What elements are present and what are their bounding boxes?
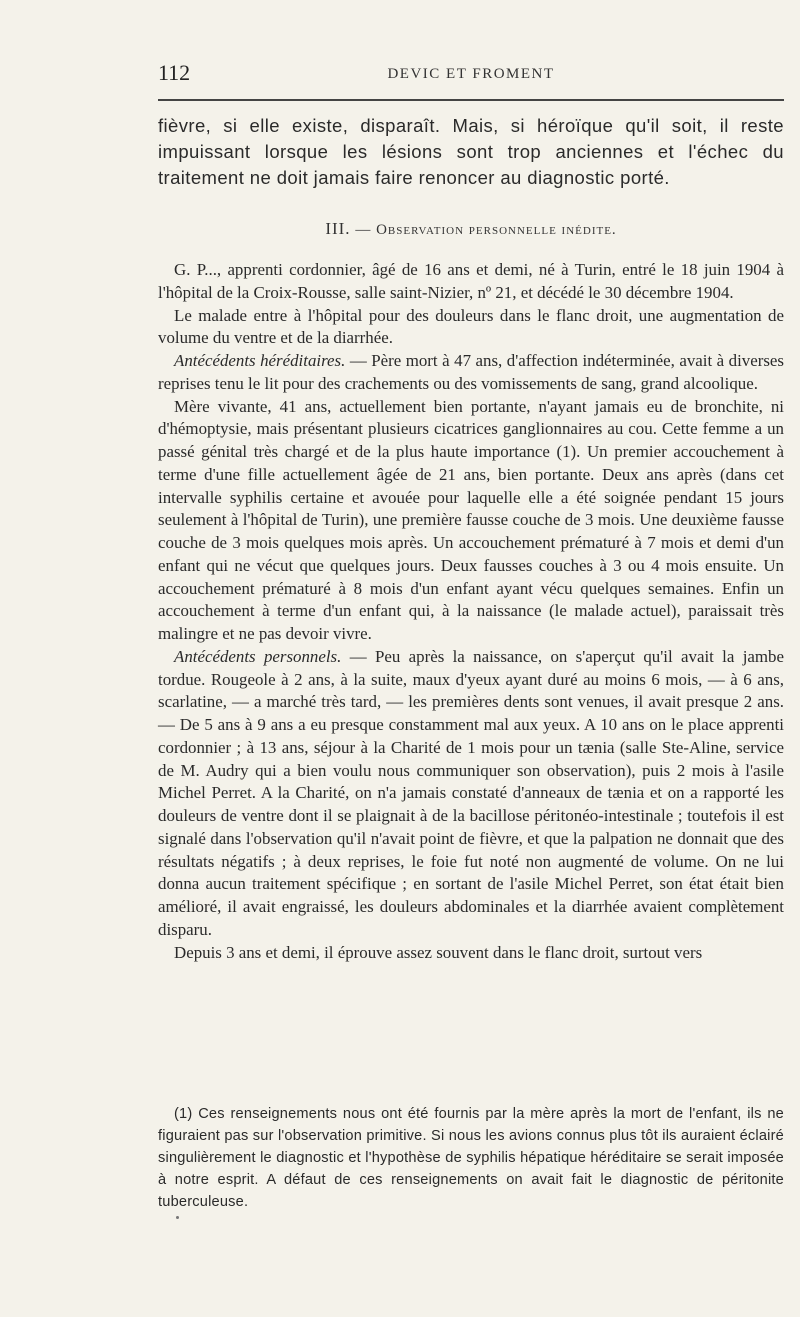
page-number: 112 — [158, 60, 191, 85]
section-title: Observation personnelle inédite. — [376, 222, 617, 238]
page-header — [158, 60, 784, 90]
body-text — [158, 113, 784, 964]
personal-text: — Peu après la naissance, on s'aperçut qu'il avait la jambe tordue. Rougeole à 2 ans, à la suite, maux d'yeux ayant duré au moins 6 mois, — à 6 ans, scarlatine, — a marché très tard, — les premières dents sont venues, il avait presque 2 ans. — De 5 ans à 9 ans a eu presque constamment mal aux yeux. A 10 ans on le place apprenti cordonnier ; à 13 ans, séjour à la Charité de 1 mois pour un tænia (salle Ste-Aline, service de M. Audry qui a bien voulu nous communiquer son observation), puis 2 mois à l'asile Michel Perret. A la Charité, on n'a jamais constaté d'anneaux de tænia et on a rapporté les douleurs de ventre dont il se plaignait à de la bacillose péritonéo-intestinale ; toutefois il est signalé dans l'observation qu'il n'avait point de fièvre, et que la palpation ne donnait que des résultats négatifs ; à deux reprises, le foie fut noté non augmenté de volume. On ne lui donna aucun traitement spécifique ; en sortant de l'asile Michel Perret, son état était bien amélioré, il avait engraissé, les douleurs abdominales et la diarrhée avaient complètement disparu. — [158, 646, 784, 939]
personal-label: Antécédents personnels. — [174, 646, 342, 666]
paragraph-continuation: Depuis 3 ans et demi, il éprouve assez souvent dans le flanc droit, surtout vers — [174, 942, 703, 962]
paragraph-personal — [158, 646, 784, 942]
section-dash: — — [355, 222, 372, 238]
footnote: (1) Ces renseignements nous ont été fournis par la mère après la mort de l'enfant, ils ne figuraient pas sur l'observation primitive. Si nous les avions connus plus tôt ils auraient éclairé singulièrement le diagnostic et l'hypothèse de syphilis hépatique héréditaire se serait imposée à notre esprit. A défaut de ces renseignements on avait fait le diagnostic de péritonite tuberculeuse. — [158, 1106, 784, 1210]
print-speck — [176, 1216, 179, 1219]
running-head: DEVIC ET FROMENT — [387, 66, 555, 82]
paragraph-patient-intro: G. P..., apprenti cordonnier, âgé de 16 ans et demi, né à Turin, entré le 18 juin 1904 à l'hôpital de la Croix-Rousse, salle saint-Nizier, nº 21, et décédé le 30 décembre 1904. — [158, 260, 784, 302]
lead-paragraph: fièvre, si elle existe, disparaît. Mais, si héroïque qu'il soit, il reste impuissant lorsque les lésions sont trop anciennes et l'échec du traitement ne doit jamais faire renoncer au diagnostic porté. — [158, 115, 784, 188]
paragraph-hereditary — [158, 350, 784, 396]
hereditary-text: — Père mort à 47 ans, d'affection indéterminée, avait à diverses reprises tenu le lit pour des crachements ou des vomissements de sang, grand alcoolique. — [158, 351, 784, 393]
hereditary-label: Antécédents héréditaires. — [174, 351, 346, 370]
section-numeral: III. — [325, 219, 351, 238]
paragraph-mother: Mère vivante, 41 ans, actuellement bien portante, n'ayant jamais eu de bronchite, ni d'hémoptysie, mais présentant plusieurs cicatrices ganglionnaires au cou. Cette femme a un passé génital très chargé et de la plus haute importance (1). Un premier accouchement à terme d'une fille actuellement âgée de 21 ans, bien portante. Deux ans après (dans cet intervalle syphilis certaine et avouée pour laquelle elle a été soignée pendant 15 jours seulement à l'hôpital de Turin), une première fausse couche de 3 mois. Une deuxième fausse couche de 3 mois quelques mois après. Un accouchement prématuré à 7 mois et demi d'un enfant qui ne vécut que quelques jours. Deux fausses couches à 3 ou 4 mois ensuite. Un accouchement prématuré à 8 mois d'un enfant ayant vécu quelques semaines. Enfin un accouchement à terme d'un enfant qui, à la naissance (le malade actuel), paraissait très malingre et ne pas devoir vivre. — [158, 396, 784, 643]
header-rule — [158, 99, 784, 101]
paragraph-admission: Le malade entre à l'hôpital pour des douleurs dans le flanc droit, une augmentation de volume du ventre et de la diarrhée. — [158, 305, 784, 348]
section-heading — [158, 219, 784, 239]
